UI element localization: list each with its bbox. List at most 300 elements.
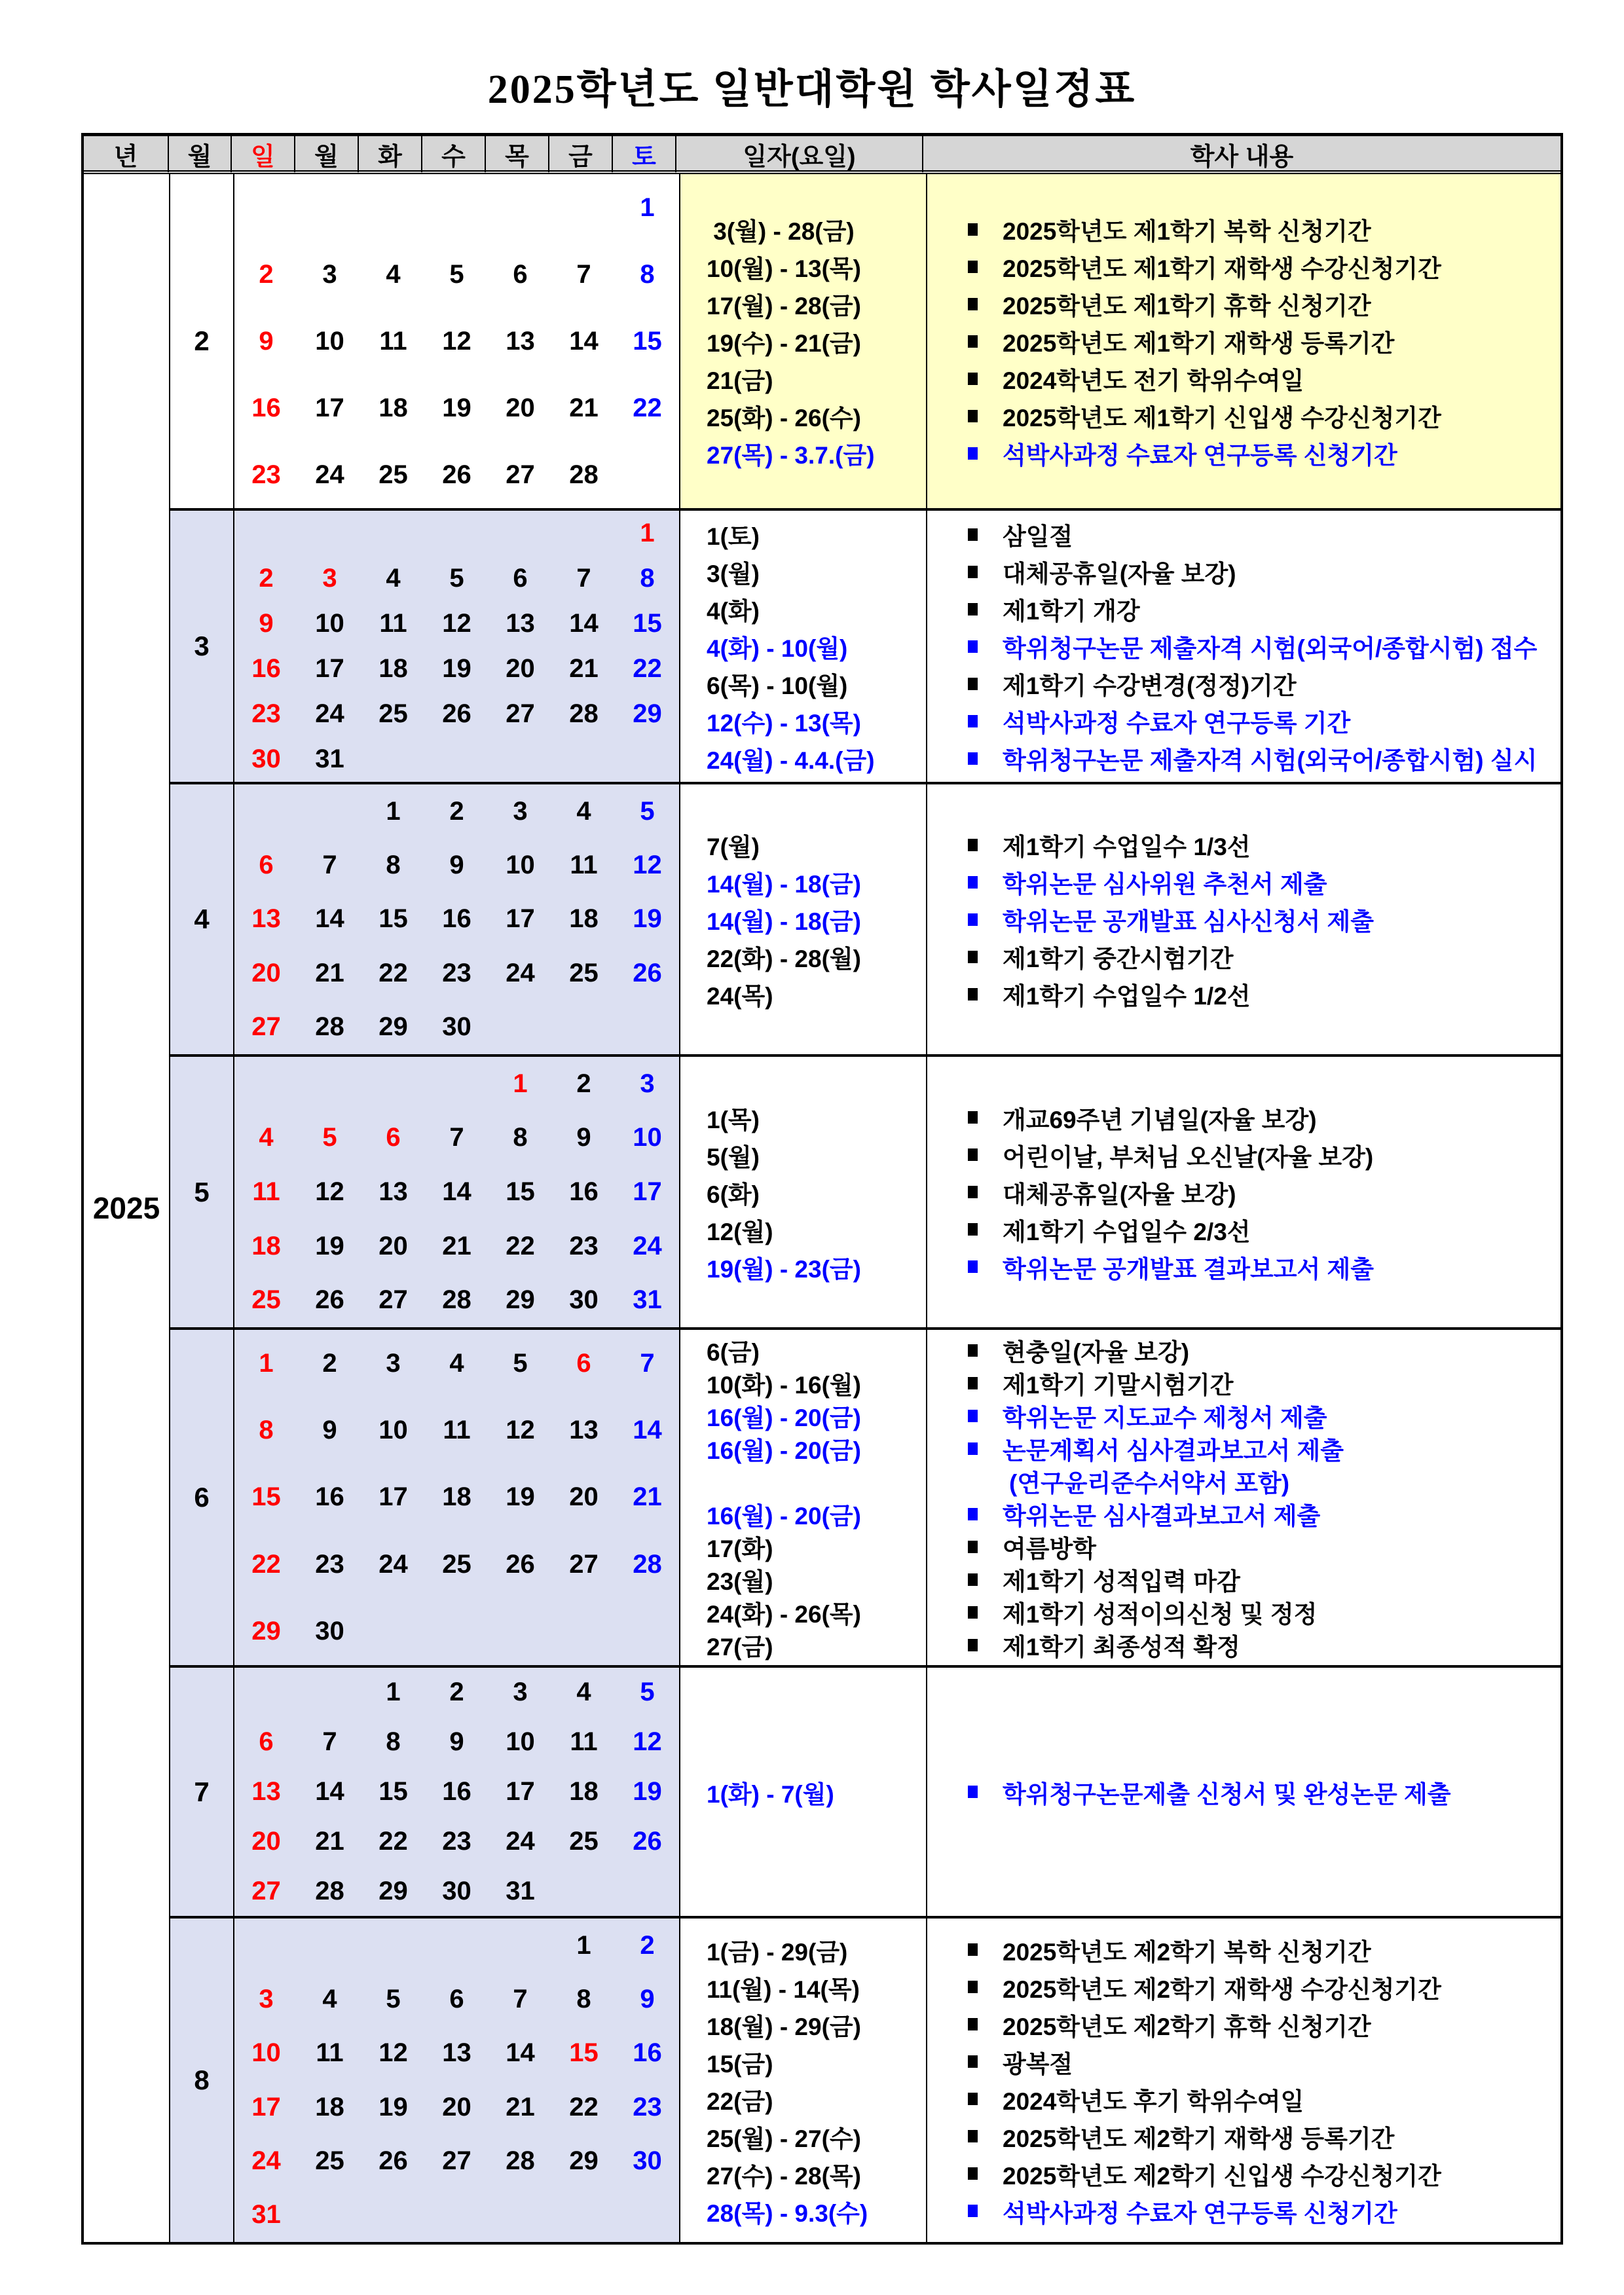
calendar-day bbox=[616, 441, 679, 508]
event-item bbox=[968, 665, 1560, 703]
event-text: 학위논문 공개발표 심사신청서 제출 bbox=[1003, 908, 1374, 935]
calendar-day: 12 bbox=[378, 2038, 408, 2068]
calendar-day: 18 bbox=[251, 1231, 281, 1260]
event-text: 2024학년도 전기 학위수여일 bbox=[1003, 367, 1304, 394]
event-item bbox=[968, 211, 1560, 248]
calendar-day bbox=[552, 1598, 616, 1665]
calendar-day: 21 bbox=[569, 654, 599, 683]
calendar-day: 20 bbox=[251, 958, 281, 987]
calendar-day: 10 bbox=[506, 1727, 535, 1757]
calendar-day bbox=[489, 2188, 552, 2242]
calendar-day: 8 bbox=[640, 259, 655, 289]
date-column bbox=[680, 1919, 927, 2242]
calendar-day: 23 bbox=[442, 1826, 471, 1856]
date-range: 24(월) - 4.4.(금) bbox=[707, 747, 875, 774]
calendar-day: 16 bbox=[315, 1482, 344, 1512]
calendar-day: 2 bbox=[576, 1069, 591, 1098]
bullet-icon bbox=[968, 1377, 978, 1389]
calendar-day bbox=[489, 174, 552, 241]
event-item bbox=[968, 2192, 1560, 2230]
date-range: 4(화) bbox=[707, 598, 760, 625]
event-text: 제1학기 개강 bbox=[1003, 598, 1140, 625]
calendar-day: 23 bbox=[251, 460, 281, 489]
header-weekday-수: 수 bbox=[422, 136, 486, 172]
calendar-day: 26 bbox=[378, 2146, 408, 2175]
event-text: 2024학년도 후기 학위수여일 bbox=[1003, 2087, 1304, 2115]
bullet-icon bbox=[968, 1442, 978, 1455]
header-content-col: 학사 내용 bbox=[1190, 143, 1294, 171]
calendar-day bbox=[425, 2188, 489, 2242]
event-item bbox=[968, 938, 1560, 976]
calendar-day: 24 bbox=[315, 460, 344, 489]
calendar-day bbox=[361, 1919, 425, 1972]
calendar-day: 5 bbox=[640, 796, 655, 826]
date-column bbox=[680, 174, 927, 508]
bullet-icon bbox=[968, 876, 978, 889]
event-text: 학위청구논문 제출자격 시험(외국어/종합시험) 실시 bbox=[1003, 747, 1538, 774]
calendar-day: 17 bbox=[506, 1776, 535, 1806]
calendar-day: 30 bbox=[251, 744, 281, 773]
date-range: 25(월) - 27(수) bbox=[707, 2125, 861, 2152]
calendar-day: 1 bbox=[386, 1678, 401, 1707]
event-text: 2025학년도 제1학기 복학 신청기간 bbox=[1003, 218, 1371, 245]
header-weekday-화: 화 bbox=[359, 136, 422, 172]
calendar-day: 5 bbox=[386, 1984, 401, 2013]
event-item bbox=[968, 248, 1560, 285]
date-range: 21(금) bbox=[707, 367, 773, 394]
event-item bbox=[968, 360, 1560, 397]
calendar-day: 4 bbox=[576, 796, 591, 826]
calendar-day: 15 bbox=[569, 2038, 599, 2068]
calendar-day: 6 bbox=[449, 1984, 464, 2013]
calendar-day: 14 bbox=[315, 1776, 344, 1806]
calendar-day: 6 bbox=[576, 1348, 591, 1378]
event-item bbox=[968, 591, 1560, 628]
date-range: 24(화) - 26(목) bbox=[707, 1601, 861, 1628]
calendar-day: 11 bbox=[379, 609, 407, 638]
calendar-day: 18 bbox=[569, 904, 599, 934]
event-item bbox=[968, 1099, 1560, 1136]
calendar-day bbox=[616, 1598, 679, 1665]
mini-calendar bbox=[234, 174, 680, 508]
event-text: 석박사과정 수료자 연구등록 기간 bbox=[1003, 710, 1351, 737]
calendar-day bbox=[234, 1668, 298, 1717]
calendar-day: 29 bbox=[251, 1617, 281, 1646]
calendar-day: 23 bbox=[315, 1549, 344, 1579]
calendar-day: 4 bbox=[259, 1123, 274, 1152]
calendar-day: 1 bbox=[259, 1348, 274, 1378]
calendar-day: 10 bbox=[315, 609, 344, 638]
event-column bbox=[927, 1668, 1560, 1916]
event-text: 개교69주년 기념일(자율 보강) bbox=[1003, 1106, 1317, 1133]
month-number: 4 bbox=[170, 784, 234, 1054]
event-text: 학위논문 지도교수 제청서 제출 bbox=[1003, 1405, 1327, 1431]
calendar-day: 10 bbox=[633, 1123, 662, 1152]
calendar-day: 8 bbox=[386, 1727, 401, 1757]
event-text: 2025학년도 제1학기 재학생 수강신청기간 bbox=[1003, 255, 1441, 282]
event-item bbox=[968, 1530, 1560, 1563]
calendar-day: 28 bbox=[569, 699, 599, 728]
calendar-day: 25 bbox=[569, 958, 599, 987]
calendar-day bbox=[298, 174, 361, 241]
date-range: 27(금) bbox=[707, 1634, 773, 1661]
bullet-icon bbox=[968, 2055, 978, 2068]
header-date-col: 일자(요일) bbox=[676, 136, 923, 172]
event-item bbox=[968, 1596, 1560, 1628]
calendar-day: 30 bbox=[633, 2146, 662, 2175]
calendar-day: 28 bbox=[633, 1549, 662, 1579]
calendar-day bbox=[361, 737, 425, 782]
bullet-icon bbox=[968, 261, 978, 273]
date-range: 27(목) - 3.7.(금) bbox=[707, 442, 875, 469]
event-item bbox=[968, 1173, 1560, 1211]
calendar-day: 8 bbox=[259, 1416, 274, 1445]
event-text: 제1학기 중간시험기간 bbox=[1003, 946, 1234, 972]
event-text: 논문계획서 심사결과보고서 제출 bbox=[1003, 1437, 1344, 1464]
event-column bbox=[927, 1919, 1560, 2242]
event-item bbox=[968, 285, 1560, 323]
bullet-icon bbox=[968, 1508, 978, 1520]
calendar-day: 17 bbox=[378, 1482, 408, 1512]
event-item bbox=[968, 1563, 1560, 1596]
header-month-col: 월 bbox=[169, 136, 232, 172]
event-item bbox=[968, 516, 1560, 553]
calendar-day bbox=[361, 1057, 425, 1111]
calendar-day: 9 bbox=[449, 851, 464, 880]
date-column bbox=[680, 1668, 927, 1916]
date-column bbox=[680, 1330, 927, 1665]
calendar-day: 16 bbox=[442, 1776, 471, 1806]
calendar-day: 25 bbox=[378, 699, 408, 728]
event-item bbox=[968, 976, 1560, 1013]
event-text: 학위논문 심사위원 추천서 제출 bbox=[1003, 871, 1327, 898]
calendar-day bbox=[425, 511, 489, 556]
calendar-day: 12 bbox=[633, 1727, 662, 1757]
event-item bbox=[968, 1399, 1560, 1432]
event-item bbox=[968, 2006, 1560, 2043]
calendar-day: 6 bbox=[386, 1123, 401, 1152]
calendar-day: 19 bbox=[378, 2092, 408, 2121]
bullet-icon bbox=[968, 1344, 978, 1357]
year-cell: 2025 bbox=[84, 174, 170, 2242]
calendar-day: 7 bbox=[576, 259, 591, 289]
month-blocks bbox=[170, 174, 1560, 2242]
calendar-day: 6 bbox=[259, 851, 274, 880]
date-range: 24(목) bbox=[707, 983, 773, 1010]
date-range: 1(목) bbox=[707, 1106, 760, 1133]
date-range: 14(월) - 18(금) bbox=[707, 908, 861, 935]
calendar-day: 5 bbox=[322, 1123, 337, 1152]
calendar-day: 11 bbox=[379, 326, 407, 356]
calendar-day: 21 bbox=[633, 1482, 662, 1512]
calendar-day bbox=[361, 1598, 425, 1665]
bullet-icon bbox=[968, 373, 978, 385]
event-text: 2025학년도 제1학기 휴학 신청기간 bbox=[1003, 293, 1371, 320]
calendar-day bbox=[552, 2188, 616, 2242]
bullet-icon bbox=[968, 1148, 978, 1161]
calendar-day: 26 bbox=[315, 1285, 344, 1315]
event-item bbox=[968, 1497, 1560, 1530]
calendar-day: 27 bbox=[506, 460, 535, 489]
date-column bbox=[680, 784, 927, 1054]
bullet-icon bbox=[968, 2205, 978, 2217]
calendar-day: 23 bbox=[633, 2092, 662, 2121]
bullet-icon bbox=[968, 1410, 978, 1422]
calendar-day: 10 bbox=[315, 326, 344, 356]
calendar-day: 23 bbox=[569, 1231, 599, 1260]
date-range: 14(월) - 18(금) bbox=[707, 871, 861, 898]
event-text: 학위논문 공개발표 결과보고서 제출 bbox=[1003, 1255, 1374, 1283]
calendar-day: 2 bbox=[322, 1348, 337, 1378]
calendar-day: 20 bbox=[378, 1231, 408, 1260]
date-range: 11(월) - 14(목) bbox=[707, 1975, 860, 2003]
header-year-col: 년 bbox=[84, 136, 169, 172]
date-range: 15(금) bbox=[707, 2050, 773, 2078]
calendar-day: 12 bbox=[315, 1177, 344, 1206]
calendar-day: 27 bbox=[251, 1012, 281, 1042]
calendar-day: 30 bbox=[315, 1617, 344, 1646]
calendar-day: 14 bbox=[569, 609, 599, 638]
calendar-day: 22 bbox=[633, 393, 662, 422]
event-text: 제1학기 수강변경(정정)기간 bbox=[1003, 672, 1297, 699]
calendar-day bbox=[234, 1057, 298, 1111]
date-range: 7(월) bbox=[707, 834, 760, 860]
calendar-day: 14 bbox=[506, 2038, 535, 2068]
bullet-icon bbox=[968, 1111, 978, 1124]
calendar-day: 11 bbox=[570, 1727, 598, 1757]
calendar-day: 22 bbox=[506, 1231, 535, 1260]
event-text: 석박사과정 수료자 연구등록 신청기간 bbox=[1003, 2199, 1397, 2227]
date-range: 22(금) bbox=[707, 2087, 773, 2115]
calendar-day: 13 bbox=[251, 1776, 281, 1806]
calendar-day bbox=[234, 511, 298, 556]
event-item bbox=[968, 2080, 1560, 2118]
calendar-day: 14 bbox=[442, 1177, 471, 1206]
event-item bbox=[968, 2043, 1560, 2080]
calendar-day: 7 bbox=[640, 1348, 655, 1378]
calendar-day: 26 bbox=[442, 699, 471, 728]
bullet-icon bbox=[968, 678, 978, 690]
calendar-day: 1 bbox=[640, 519, 655, 547]
calendar-day: 19 bbox=[506, 1482, 535, 1512]
calendar-day: 27 bbox=[442, 2146, 471, 2175]
calendar-day: 25 bbox=[378, 460, 408, 489]
event-text: 석박사과정 수료자 연구등록 신청기간 bbox=[1003, 442, 1397, 469]
calendar-day: 16 bbox=[251, 393, 281, 422]
event-text: 어린이날, 부처님 오신날(자율 보강) bbox=[1003, 1143, 1374, 1171]
event-item bbox=[968, 553, 1560, 591]
calendar-day: 11 bbox=[252, 1177, 280, 1206]
event-item bbox=[968, 1211, 1560, 1248]
calendar-day: 6 bbox=[513, 564, 528, 593]
calendar-day: 2 bbox=[259, 564, 274, 593]
calendar-day: 9 bbox=[449, 1727, 464, 1757]
calendar-day: 15 bbox=[378, 1776, 408, 1806]
calendar-day: 16 bbox=[251, 654, 281, 683]
calendar-day: 20 bbox=[506, 654, 535, 683]
mini-calendar bbox=[234, 1668, 680, 1916]
date-range: 16(월) - 20(금) bbox=[707, 1405, 861, 1431]
date-range: 6(화) bbox=[707, 1181, 760, 1208]
calendar-day bbox=[489, 1001, 552, 1054]
calendar-day: 9 bbox=[259, 609, 274, 638]
date-range: 1(토) bbox=[707, 523, 760, 550]
event-item bbox=[968, 628, 1560, 665]
calendar-day: 3 bbox=[322, 564, 337, 593]
event-text: 2025학년도 제2학기 복학 신청기간 bbox=[1003, 1938, 1371, 1966]
month-block-7 bbox=[170, 1665, 1560, 1916]
calendar-day bbox=[552, 174, 616, 241]
date-range: 6(금) bbox=[707, 1339, 760, 1366]
bullet-icon bbox=[968, 988, 978, 1001]
calendar-day: 3 bbox=[513, 796, 528, 826]
event-text: 제1학기 기말시험기간 bbox=[1003, 1372, 1234, 1399]
date-range: 22(화) - 28(월) bbox=[707, 946, 861, 972]
calendar-day: 11 bbox=[443, 1416, 471, 1445]
event-column bbox=[927, 1330, 1560, 1665]
bullet-icon bbox=[968, 640, 978, 653]
calendar-day bbox=[298, 1668, 361, 1717]
calendar-day: 11 bbox=[570, 851, 598, 880]
calendar-day bbox=[234, 1919, 298, 1972]
calendar-day: 18 bbox=[442, 1482, 471, 1512]
calendar-day: 28 bbox=[442, 1285, 471, 1315]
month-block-5 bbox=[170, 1054, 1560, 1327]
event-text: 삼일절 bbox=[1003, 523, 1073, 550]
event-text: 제1학기 성적입력 마감 bbox=[1003, 1568, 1240, 1595]
bullet-icon bbox=[968, 1223, 978, 1236]
calendar-day bbox=[298, 784, 361, 838]
calendar-day: 21 bbox=[569, 393, 599, 422]
event-column bbox=[927, 1057, 1560, 1327]
calendar-day: 7 bbox=[513, 1984, 528, 2013]
date-range: 23(월) bbox=[707, 1568, 773, 1595]
calendar-day: 13 bbox=[378, 1177, 408, 1206]
calendar-day: 18 bbox=[378, 393, 408, 422]
calendar-day: 28 bbox=[506, 2146, 535, 2175]
calendar-day: 9 bbox=[640, 1984, 655, 2013]
month-number: 2 bbox=[170, 174, 234, 508]
calendar-day: 19 bbox=[442, 393, 471, 422]
calendar-day: 9 bbox=[576, 1123, 591, 1152]
calendar-day: 1 bbox=[576, 1930, 591, 1960]
date-range: 6(목) - 10(월) bbox=[707, 672, 848, 699]
calendar-day: 3 bbox=[322, 259, 337, 289]
bullet-icon bbox=[968, 566, 978, 578]
event-item bbox=[968, 2118, 1560, 2155]
event-text: 현충일(자율 보강) bbox=[1003, 1339, 1190, 1366]
academic-schedule-table bbox=[81, 133, 1563, 2245]
event-text: 학위청구논문 제출자격 시험(외국어/종합시험) 접수 bbox=[1003, 635, 1538, 662]
bullet-icon bbox=[968, 1786, 978, 1798]
calendar-day: 15 bbox=[633, 326, 662, 356]
calendar-day bbox=[552, 1866, 616, 1916]
calendar-day bbox=[552, 511, 616, 556]
calendar-day: 7 bbox=[576, 564, 591, 593]
calendar-day: 8 bbox=[576, 1984, 591, 2013]
calendar-day: 30 bbox=[569, 1285, 599, 1315]
calendar-day: 24 bbox=[506, 1826, 535, 1856]
page-title: 2025학년도 일반대학원 학사일정표 bbox=[487, 67, 1137, 112]
calendar-day: 1 bbox=[513, 1069, 528, 1098]
month-block-2 bbox=[170, 174, 1560, 508]
table-header-row bbox=[84, 136, 1560, 174]
calendar-day bbox=[552, 737, 616, 782]
calendar-day: 5 bbox=[449, 564, 464, 593]
calendar-day: 24 bbox=[315, 699, 344, 728]
date-range: 19(월) - 23(금) bbox=[707, 1255, 861, 1283]
event-item bbox=[968, 1136, 1560, 1173]
calendar-day: 22 bbox=[251, 1549, 281, 1579]
calendar-day: 1 bbox=[386, 796, 401, 826]
calendar-day: 10 bbox=[378, 1416, 408, 1445]
calendar-day: 28 bbox=[315, 1012, 344, 1042]
calendar-day: 25 bbox=[442, 1549, 471, 1579]
calendar-day: 19 bbox=[315, 1231, 344, 1260]
event-text: 제1학기 성적이의신청 및 정정 bbox=[1003, 1601, 1318, 1628]
calendar-day: 15 bbox=[506, 1177, 535, 1206]
calendar-day: 20 bbox=[442, 2092, 471, 2121]
date-range: 12(수) - 13(목) bbox=[707, 710, 861, 737]
calendar-day: 7 bbox=[449, 1123, 464, 1152]
calendar-day: 14 bbox=[569, 326, 599, 356]
calendar-day bbox=[361, 511, 425, 556]
date-range: 19(수) - 21(금) bbox=[707, 330, 861, 357]
calendar-day: 14 bbox=[633, 1416, 662, 1445]
date-range: 3(월) - 28(금) bbox=[707, 218, 855, 245]
header-weekday-월: 월 bbox=[295, 136, 359, 172]
calendar-day: 25 bbox=[251, 1285, 281, 1315]
event-item bbox=[968, 1334, 1560, 1367]
date-range: 17(화) bbox=[707, 1535, 773, 1562]
calendar-day bbox=[616, 1001, 679, 1054]
calendar-day: 26 bbox=[506, 1549, 535, 1579]
bullet-icon bbox=[968, 447, 978, 460]
calendar-day bbox=[298, 2188, 361, 2242]
calendar-day: 26 bbox=[442, 460, 471, 489]
calendar-day bbox=[616, 1866, 679, 1916]
calendar-day: 13 bbox=[442, 2038, 471, 2068]
calendar-day: 23 bbox=[251, 699, 281, 728]
calendar-day: 15 bbox=[251, 1482, 281, 1512]
calendar-day bbox=[298, 1919, 361, 1972]
event-item bbox=[968, 1628, 1560, 1661]
calendar-day: 27 bbox=[378, 1285, 408, 1315]
calendar-day: 6 bbox=[513, 259, 528, 289]
calendar-day: 24 bbox=[251, 2146, 281, 2175]
month-number: 5 bbox=[170, 1057, 234, 1327]
calendar-day: 2 bbox=[449, 1678, 464, 1707]
calendar-day bbox=[616, 2188, 679, 2242]
event-text: 대체공휴일(자율 보강) bbox=[1003, 560, 1236, 587]
calendar-day: 17 bbox=[251, 2092, 281, 2121]
calendar-day bbox=[489, 737, 552, 782]
calendar-day: 20 bbox=[251, 1826, 281, 1856]
calendar-day bbox=[425, 1057, 489, 1111]
date-range: 1(금) - 29(금) bbox=[707, 1938, 848, 1966]
calendar-day: 5 bbox=[513, 1348, 528, 1378]
bullet-icon bbox=[968, 1639, 978, 1651]
calendar-day: 25 bbox=[315, 2146, 344, 2175]
event-item bbox=[968, 435, 1560, 472]
calendar-day: 17 bbox=[633, 1177, 662, 1206]
date-column bbox=[680, 1057, 927, 1327]
calendar-day: 30 bbox=[442, 1012, 471, 1042]
bullet-icon bbox=[968, 2167, 978, 2180]
event-item bbox=[968, 1931, 1560, 1968]
date-range: 10(월) - 13(목) bbox=[707, 255, 861, 282]
bullet-icon bbox=[968, 1260, 978, 1273]
